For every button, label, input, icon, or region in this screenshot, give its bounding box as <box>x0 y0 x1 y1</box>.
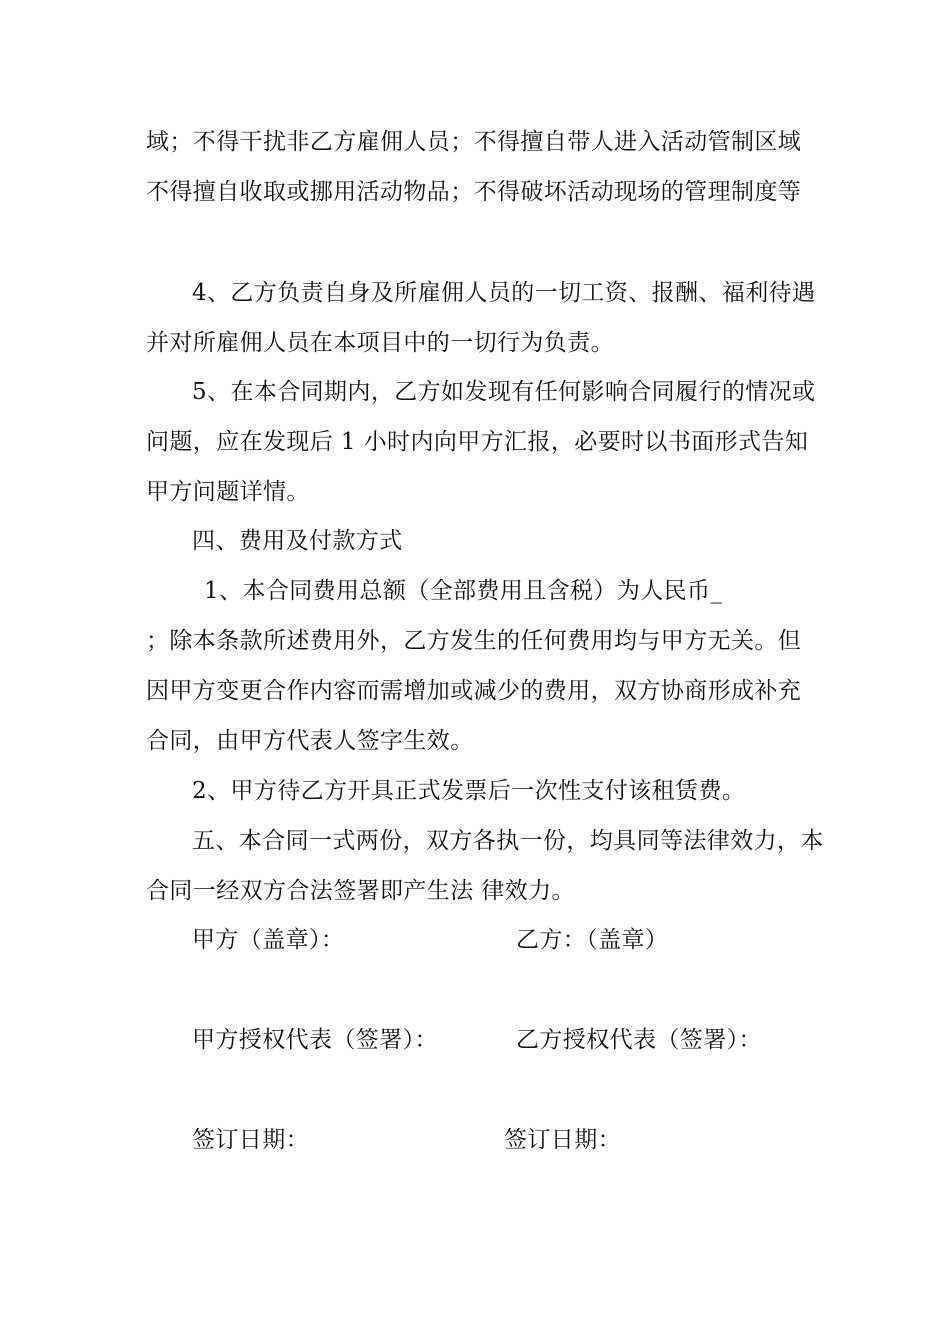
party-b-date-label: 签订日期： <box>504 1127 621 1153</box>
party-a-seal-label: 甲方（盖章）： <box>192 927 345 953</box>
paragraph-line: 问题，应在发现后 1 小时内向甲方汇报，必要时以书面形式告知 <box>146 429 809 455</box>
paragraph-line: 不得擅自收取或挪用活动物品；不得破坏活动现场的管理制度等 <box>146 179 802 205</box>
paragraph-line: 因甲方变更合作内容而需增加或减少的费用，双方协商形成补充 <box>146 678 802 704</box>
party-b-rep-label: 乙方授权代表（签署）： <box>516 1027 762 1053</box>
section-heading: 五、本合同一式两份，双方各执一份，均具同等法律效力，本 <box>192 828 824 854</box>
paragraph-line: 4、乙方负责自身及所雇佣人员的一切工资、报酬、福利待遇 <box>192 280 816 306</box>
section-heading: 四、费用及付款方式 <box>192 528 403 554</box>
paragraph-line: 合同一经双方合法签署即产生法 律效力。 <box>146 878 575 904</box>
party-a-rep-label: 甲方授权代表（签署）： <box>192 1027 438 1053</box>
party-a-date-label: 签订日期： <box>192 1127 309 1153</box>
paragraph-line: 1、本合同费用总额（全部费用且含税）为人民币_ <box>204 578 723 604</box>
paragraph-line: 甲方问题详情。 <box>146 479 310 505</box>
paragraph-line: 2、甲方待乙方开具正式发票后一次性支付该租赁费。 <box>192 778 746 804</box>
paragraph-line: 域；不得干扰非乙方雇佣人员；不得擅自带人进入活动管制区域 <box>146 129 802 155</box>
paragraph-line: ；除本条款所述费用外，乙方发生的任何费用均与甲方无关。但 <box>146 628 802 654</box>
paragraph-line: 并对所雇佣人员在本项目中的一切行为负责。 <box>146 330 614 356</box>
paragraph-line: 5、在本合同期内，乙方如发现有任何影响合同履行的情况或 <box>192 379 816 405</box>
paragraph-line: 合同，由甲方代表人签字生效。 <box>146 728 474 754</box>
party-b-seal-label: 乙方：（盖章） <box>516 927 669 953</box>
